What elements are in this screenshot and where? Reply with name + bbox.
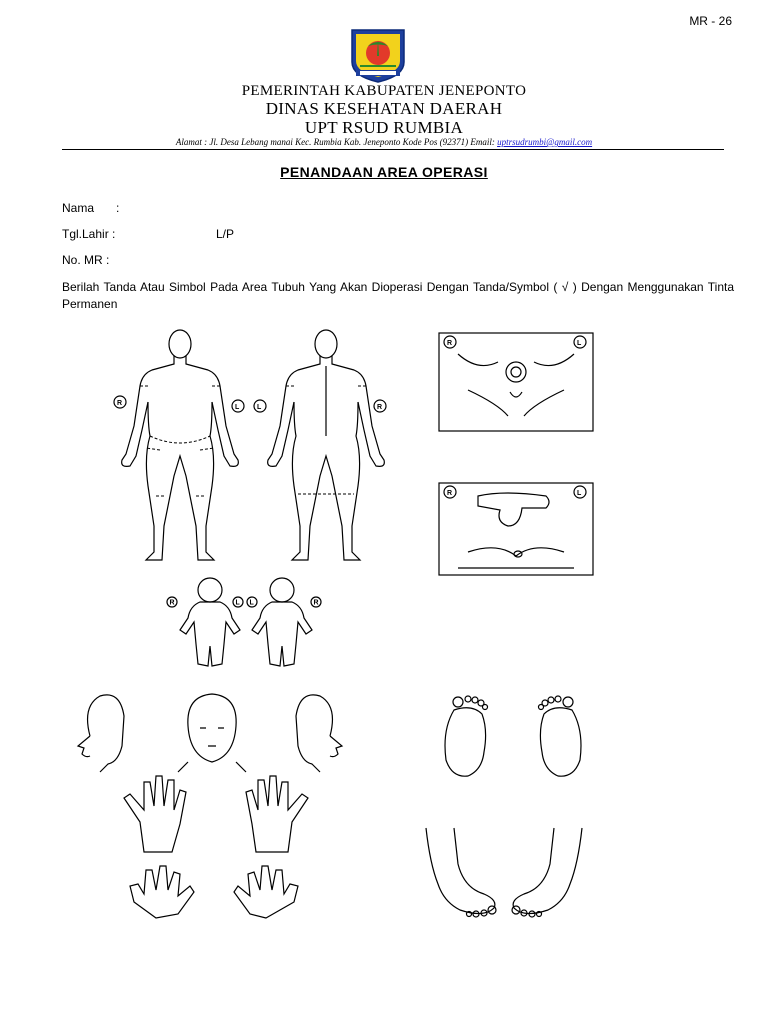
- head-right-profile[interactable]: [78, 695, 124, 772]
- address-text: Alamat : Jl. Desa Lebang manai Kec. Rumbia Kab. Jeneponto Kode Pos (92371) Email:: [175, 137, 498, 147]
- sole-left[interactable]: [539, 696, 582, 776]
- genital-right-marker: R: [447, 490, 453, 497]
- perineal-diagram[interactable]: [438, 332, 594, 432]
- head-front[interactable]: [178, 694, 246, 772]
- adult-body-front[interactable]: [122, 330, 239, 560]
- child-left-front: L: [235, 599, 240, 607]
- adult-body-back[interactable]: [268, 330, 385, 560]
- letterhead-rule: [62, 149, 724, 150]
- hand-palm-left[interactable]: [246, 776, 308, 852]
- letterhead-line3: UPT RSUD RUMBIA: [304, 118, 464, 137]
- dob-label: Tgl.Lahir :: [62, 227, 116, 241]
- hand-palm-right[interactable]: [124, 776, 186, 852]
- hand-back-left[interactable]: [234, 866, 298, 918]
- foot-dorsal-left[interactable]: [512, 828, 582, 917]
- name-colon: :: [116, 201, 120, 215]
- logo-banner: [360, 71, 396, 75]
- foot-soles-diagram[interactable]: [432, 690, 594, 782]
- sole-right[interactable]: [445, 696, 488, 776]
- genital-left-marker: L: [577, 490, 582, 497]
- head-hands-diagram[interactable]: [60, 686, 360, 942]
- sex-label: L/P: [216, 227, 235, 241]
- instruction-text: Berilah Tanda Atau Simbol Pada Area Tubuh Yang Akan Dioperasi Dengan Tanda/Symbol ( √ ) Dengan Menggunakan Tinta Permanen: [62, 280, 734, 311]
- foot-dorsal-right[interactable]: [426, 828, 496, 917]
- left-marker-front: L: [235, 404, 240, 411]
- letterhead-address: [0, 137, 768, 147]
- email-link[interactable]: uptrsudrumbi@gmail.com: [497, 137, 593, 147]
- regency-logo: [346, 26, 410, 84]
- child-body-diagram[interactable]: [162, 574, 326, 674]
- adult-body-diagram[interactable]: [108, 326, 398, 576]
- page-title: PENANDAAN AREA OPERASI: [280, 164, 488, 180]
- name-label: Nama: [62, 201, 95, 215]
- genital-diagram[interactable]: [438, 482, 594, 576]
- left-marker-back: L: [257, 404, 262, 411]
- child-right-front: R: [169, 599, 175, 607]
- feet-dorsal-diagram[interactable]: [414, 824, 594, 920]
- letterhead-line2: DINAS KESEHATAN DAERAH: [265, 99, 503, 118]
- head-left-profile[interactable]: [296, 695, 342, 772]
- child-body-back[interactable]: [249, 578, 312, 666]
- mr-number-label: No. MR :: [62, 253, 110, 267]
- perineal-right-marker: R: [447, 340, 453, 347]
- child-left-back: L: [249, 599, 254, 607]
- perineal-left-marker: L: [577, 340, 582, 347]
- right-marker-front: R: [117, 400, 123, 407]
- hand-back-right[interactable]: [130, 866, 194, 918]
- child-body-front[interactable]: [180, 578, 240, 666]
- child-right-back: R: [313, 599, 319, 607]
- letterhead-line1: PEMERINTAH KABUPATEN JENEPONTO: [241, 83, 527, 99]
- form-code: MR - 26: [689, 14, 732, 28]
- right-marker-back: R: [377, 404, 383, 411]
